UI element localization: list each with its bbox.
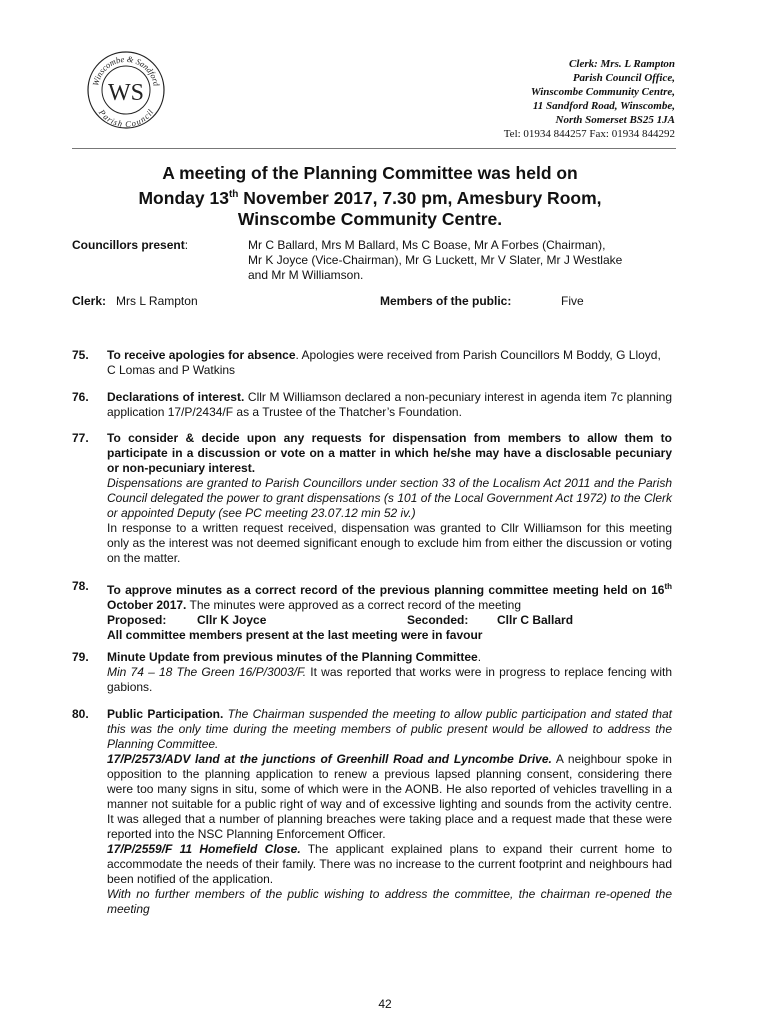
item-text: It was reported that works were in progress to replace fencing with gabions. <box>107 665 673 694</box>
item-number: 77. <box>72 431 89 445</box>
item-text: The applicant explained plans to expand their current home to accommodate the needs of their family. There was no increase to the current footprint and neighbours had been notified of the application. <box>107 842 673 886</box>
item-heading: To receive apologies for absence <box>107 348 296 362</box>
title-line-1: A meeting of the Planning Committee was held on <box>162 163 578 183</box>
item-number: 79. <box>72 650 89 664</box>
svg-text:Parish Council <box>96 107 155 129</box>
logo-ring-bottom: Parish Council <box>96 107 156 130</box>
minute-item-77 <box>72 431 672 566</box>
item-note: Dispensations are granted to Parish Councillors under section 33 of the Localism Act 2011 and the Parish Council delegated the power to grant dispensations (s 101 of the Local Government Act 1972) to the Clerk or appointed Deputy (see PC meeting 23.07.12 min 52 iv.) <box>107 476 672 520</box>
minute-item-75 <box>72 348 672 378</box>
address-line: Parish Council Office, <box>572 72 675 84</box>
item-heading: To consider & decide upon any requests for dispensation from members to allow them to participate in a discussion or vote on a matter in which he/she may have a disclosable pecuniary or non-pecuniary interest. <box>107 431 672 475</box>
item-text: A neighbour spoke in opposition to the planning application to renew a previous lapsed planning consent, considering there were too many signs in situ, some of which were in the AONB. He also reported of vehicles travelling in a manner not suitable for a public right of way and of excessive lighting and sounds from the activity centre. It was alleged that a number of planning breaches were taking place and a request made that these were reported into the NSC Planning Enforcement Officer. <box>107 752 672 841</box>
address-line: Clerk: Mrs. L Rampton <box>569 58 675 70</box>
minute-item-80 <box>72 707 672 917</box>
title-date: Monday 13 <box>138 187 229 208</box>
parish-seal-icon <box>86 50 166 130</box>
public-label: Members of the public: <box>380 294 512 308</box>
logo-monogram: WS <box>108 80 144 106</box>
page-number: 42 <box>378 997 392 1011</box>
letterhead-address <box>504 57 675 141</box>
title-date-suffix: th <box>228 189 239 200</box>
councillors-list <box>248 238 678 283</box>
proposed-label: Proposed: <box>107 613 167 627</box>
item-heading: Public Participation. <box>107 707 224 721</box>
header-divider <box>72 148 676 149</box>
item-number: 78. <box>72 579 89 593</box>
item-heading: To approve minutes as a correct record of the previous planning committee meeting held on 16 <box>107 583 665 597</box>
minute-item-79: 79. Minute Update from previous minutes of the Planning Committee. Min 74 – 18 The Green 16/P/3003/F. It was reported that works were in progress to replace fencing with gabions. <box>72 650 673 694</box>
clerk-row <box>72 294 198 309</box>
proposed-by: Cllr K Joyce <box>197 613 267 627</box>
item-text: . Apologies were received from Parish Councillors M Boddy, G Lloyd, C Lomas and P Watkins <box>107 348 661 377</box>
item-number: 76. <box>72 390 89 404</box>
telephone-fax: Tel: 01934 844257 Fax: 01934 844292 <box>503 128 675 140</box>
item-reference: Min 74 – 18 The Green 16/P/3003/F. <box>107 665 307 679</box>
title-line-2 <box>70 184 670 209</box>
item-heading: Declarations of interest. <box>107 390 245 404</box>
item-note: The Chairman suspended the meeting to allow public participation and stated that this was the only time during the meeting members of public present would be allowed to address the Planning Committee. <box>107 707 673 751</box>
title-time-place: November 2017, 7.30 pm, Amesbury Room, <box>238 187 602 208</box>
minute-item-78 <box>72 579 672 643</box>
seconded-label: Seconded: <box>407 613 469 627</box>
application-reference: 17/P/2559/F 11 Homefield Close. <box>107 842 301 856</box>
item-heading-suffix: th <box>664 582 672 591</box>
item-number: 80. <box>72 707 89 721</box>
item-text: In response to a written request received, dispensation was granted to Cllr Williamson for this meeting only as the interest was not deemed significant enough to exclude him from either the discussion or voting on the matter. <box>107 521 672 565</box>
parish-council-logo <box>86 50 166 130</box>
seconded-by: Cllr C Ballard <box>497 613 574 627</box>
councillors-line: Mr K Joyce (Vice-Chairman), Mr G Luckett, Mr V Slater, Mr J Westlake <box>248 253 623 267</box>
item-text: The minutes were approved as a correct record of the meeting <box>186 598 521 612</box>
proposer-row <box>107 613 672 628</box>
clerk-label: Clerk: <box>72 294 107 308</box>
item-heading-date: October 2017. <box>107 598 187 612</box>
minute-item-76 <box>72 390 672 420</box>
councillors-label: Councillors present: <box>72 238 189 252</box>
title-line-3: Winscombe Community Centre. <box>237 208 503 229</box>
logo-ring-top: Winscombe & Sandford <box>90 53 162 87</box>
councillors-line: Mr C Ballard, Mrs M Ballard, Ms C Boase, Mr A Forbes (Chairman), <box>248 238 606 252</box>
item-note: With no further members of the public wishing to address the committee, the chairman re-opened the meeting <box>107 887 672 916</box>
address-line: North Somerset BS25 1JA <box>555 114 675 126</box>
item-text: Cllr M Williamson declared a non-pecuniary interest in agenda item 7c planning application 17/P/2434/F as a Trustee of the Thatcher’s Foundation. <box>107 390 672 419</box>
vote-result: All committee members present at the last meeting were in favour <box>107 628 483 642</box>
page-title <box>70 163 670 230</box>
public-count: Five <box>561 294 584 308</box>
address-line: 11 Sandford Road, Winscombe, <box>532 100 675 112</box>
address-line: Winscombe Community Centre, <box>530 86 675 98</box>
councillors-line: and Mr M Williamson. <box>248 268 364 282</box>
item-heading: Minute Update from previous minutes of the Planning Committee <box>107 650 478 664</box>
application-reference: 17/P/2573/ADV land at the junctions of Greenhill Road and Lyncombe Drive. <box>107 752 552 766</box>
item-number: 75. <box>72 348 89 362</box>
clerk-name: Mrs L Rampton <box>116 294 198 308</box>
